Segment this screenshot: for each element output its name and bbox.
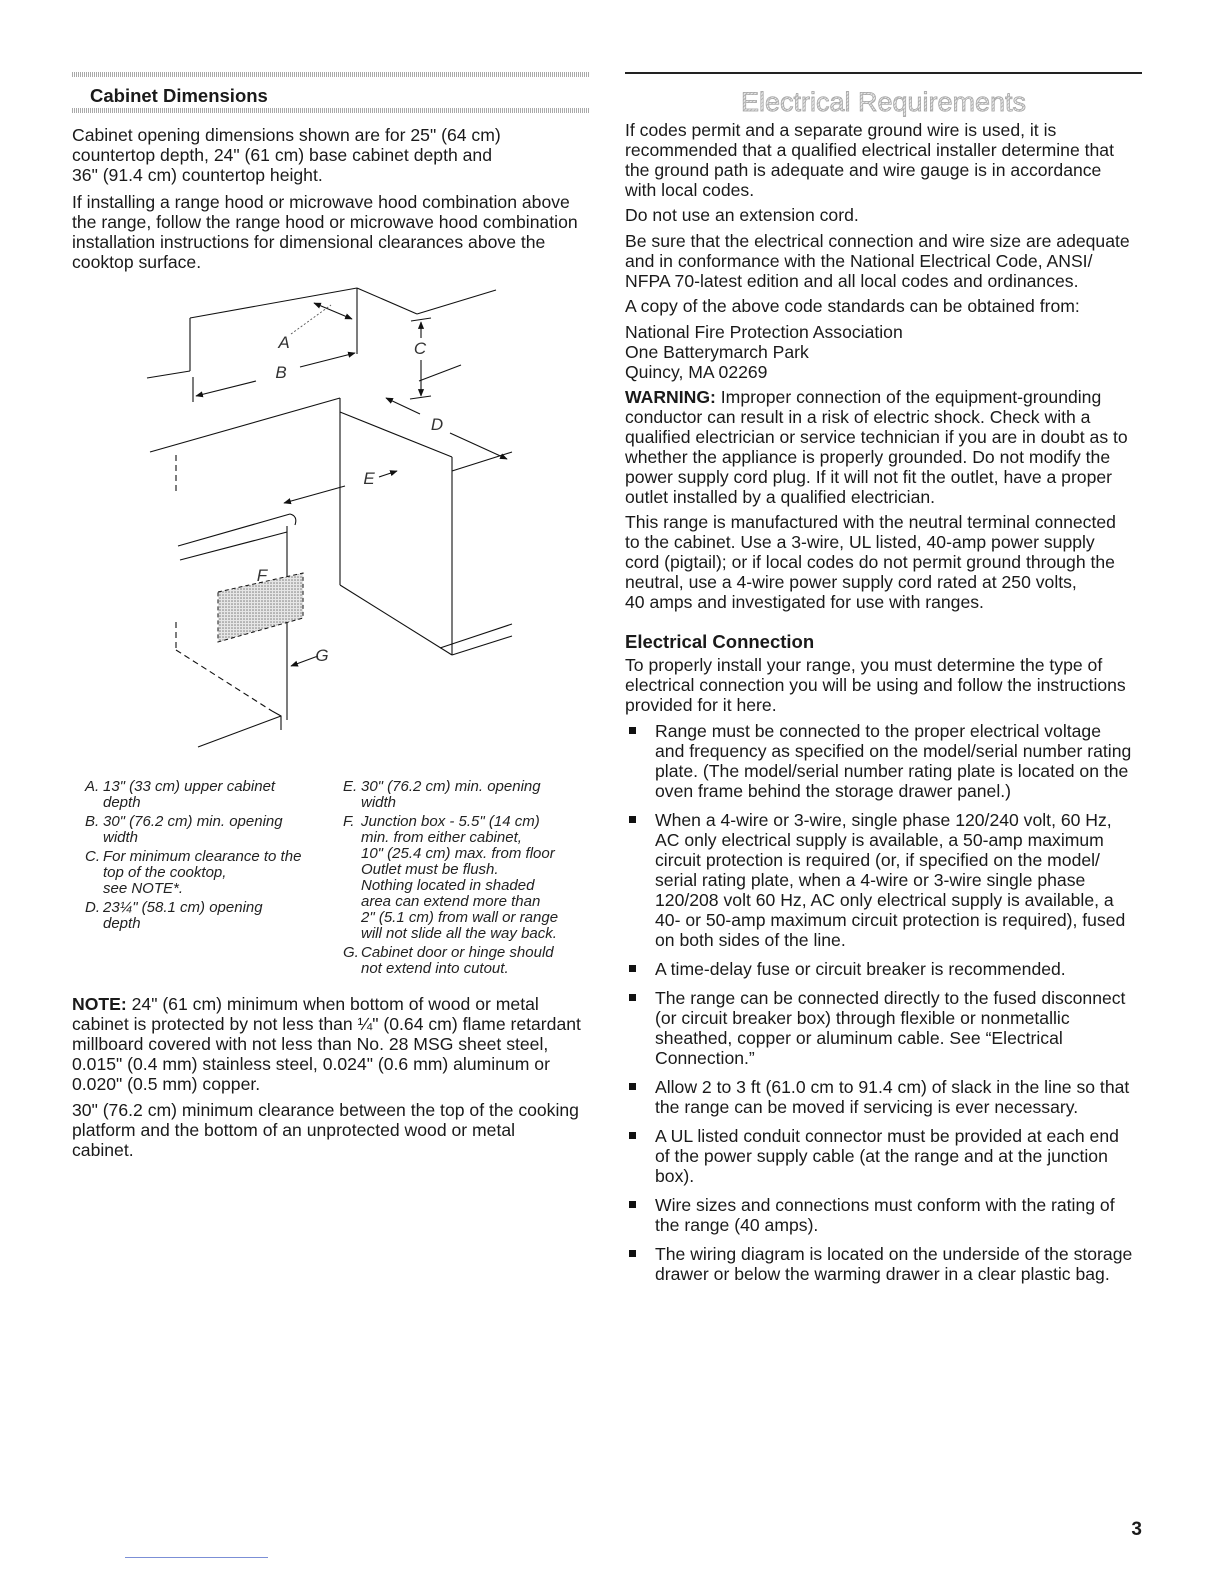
right-upper-cabinet-top: [417, 290, 496, 314]
dimension-a-leader: [291, 305, 331, 334]
square-bullet-icon: [629, 965, 636, 972]
caption-c-label: C.: [85, 848, 100, 865]
label-g: G: [315, 646, 329, 665]
label-e: E: [363, 469, 375, 488]
cabinet-dimensions-heading: Cabinet Dimensions: [90, 85, 268, 106]
dimension-e-arrow-left: [284, 486, 345, 503]
list-item-text: The wiring diagram is located on the underside of the storage drawer or below the warming drawer in a clear plastic bag.: [655, 1244, 1133, 1284]
dimension-c-tick-bottom: [410, 396, 431, 399]
caption-a-label: A.: [85, 778, 100, 795]
list-item-text: Range must be connected to the proper electrical voltage and frequency as specified on the model/serial number rating plate. (The model/serial number rating plate is located on the oven frame behind the storage drawer panel.): [655, 721, 1132, 801]
right-cabinet-toe-kick: [440, 624, 512, 648]
left-countertop-front-bottom: [180, 532, 287, 560]
caption-b-text: 30" (76.2 cm) min. opening width: [103, 813, 283, 846]
dimension-d-arrow-front: [450, 433, 507, 459]
caption-g-text: Cabinet door or hinge should not extend into cutout.: [361, 944, 554, 977]
list-item: [625, 1244, 1145, 1284]
list-item-text: The range can be connected directly to the fused disconnect (or circuit breaker box) through flexible or nonmetallic sheathed, copper or aluminum cable. See “Electrical Connection.”: [655, 988, 1126, 1068]
cabinet-intro-paragraph: Cabinet opening dimensions shown are for 25" (64 cm) countertop depth, 24" (61 cm) base cabinet depth and 36" (91.4 cm) countertop height.: [72, 125, 501, 185]
upper-cabinet-side-edge: [357, 288, 417, 314]
caption-e: [343, 779, 588, 811]
caption-g: [343, 945, 588, 977]
caption-d: [85, 900, 335, 932]
square-bullet-icon: [629, 1083, 636, 1090]
list-item: [625, 1195, 1145, 1235]
square-bullet-icon: [629, 727, 636, 734]
dimension-b-arrow-right: [300, 353, 355, 367]
footer-line: [125, 1557, 268, 1558]
captions-right: [343, 779, 588, 980]
range-hood-paragraph: If installing a range hood or microwave hood combination above the range, follow the range hood or microwave hood combination installation instructions for dimensional clearances above the cooktop surface.: [72, 192, 578, 272]
heading-rule-top: [72, 72, 590, 77]
list-item-text: A time-delay fuse or circuit breaker is recommended.: [655, 959, 1066, 979]
caption-e-label: E.: [343, 778, 358, 795]
caption-b-label: B.: [85, 813, 100, 830]
caption-a: [85, 779, 335, 811]
list-item-text: Wire sizes and connections must conform with the rating of the range (40 amps).: [655, 1195, 1115, 1235]
note-paragraph: [72, 994, 581, 1094]
electrical-connection-intro: To properly install your range, you must determine the type of electrical connection you will be using and follow the instructions provided for it here.: [625, 655, 1126, 715]
dimension-d-arrow-back: [386, 398, 420, 414]
left-cabinet-corner: [272, 711, 281, 730]
list-item: [625, 1077, 1145, 1117]
caption-a-text: 13" (33 cm) upper cabinet depth: [103, 778, 276, 811]
ground-wire-paragraph: If codes permit and a separate ground wire is used, it is recommended that a qualified electrical installer determine that the ground path is adequate and wire gauge is in accordance with local codes.: [625, 120, 1114, 200]
upper-cabinet-bottom-edge: [147, 371, 190, 378]
upper-cabinets: [147, 288, 496, 381]
square-bullet-icon: [629, 1132, 636, 1139]
neutral-terminal-paragraph: This range is manufactured with the neutral terminal connected to the cabinet. Use a 3-wire, UL listed, 40-amp power supply cord (pigtail); or if local codes do not permit ground through the neutral, use a 4-wire power supply cord rated at 250 volts, 40 amps and investigated for use with ranges.: [625, 512, 1116, 612]
label-d: D: [430, 415, 444, 434]
caption-d-text: 23¼" (58.1 cm) opening depth: [103, 899, 263, 932]
list-item: [625, 1126, 1145, 1186]
list-item: [625, 959, 1145, 979]
caption-f-text: Junction box - 5.5" (14 cm) min. from either cabinet, 10" (25.4 cm) max. from floor Outlet must be flush. Nothing located in shaded area can extend more than 2" (5.1 cm) from wall or range will not slide all the way back.: [361, 813, 559, 942]
extension-cord-paragraph: Do not use an extension cord.: [625, 205, 859, 225]
dimension-g-arrow: [291, 656, 318, 666]
left-countertop-front-top: [178, 514, 290, 546]
upper-cabinet-top-edge: [190, 288, 357, 318]
dimension-e-arrow-right: [379, 471, 397, 477]
code-copy-paragraph: A copy of the above code standards can be obtained from:: [625, 296, 1080, 316]
base-cabinets: [150, 398, 512, 747]
label-c: C: [413, 339, 427, 358]
electrical-code-paragraph: Be sure that the electrical connection and wire size are adequate and in conformance with the National Electrical Code, ANSI/ NFPA 70-latest edition and all local codes and ordinances.: [625, 231, 1130, 291]
hidden-line-floor: [176, 650, 272, 711]
nfpa-address: National Fire Protection Association One Batterymarch Park Quincy, MA 02269: [625, 322, 903, 382]
right-upper-cabinet-bottom: [419, 365, 461, 381]
electrical-connection-list: [625, 721, 1145, 1293]
caption-b: [85, 814, 335, 846]
dimension-c-tick-top: [411, 318, 431, 321]
captions-left: [85, 779, 335, 935]
note-text: 24" (61 cm) minimum when bottom of wood or metal cabinet is protected by not less than ¼" (0.64 cm) flame retardant millboard covered with not less than No. 28 MSG sheet steel, 0.015" (0.4 mm) stainless steel, 0.024" (0.6 mm) aluminum or 0.020" (0.5 mm) copper.: [72, 994, 581, 1094]
caption-c-text: For minimum clearance to the top of the cooktop, see NOTE*.: [103, 848, 302, 897]
square-bullet-icon: [629, 994, 636, 1001]
section-rule: [625, 72, 1142, 74]
caption-c: [85, 849, 335, 897]
electrical-connection-heading: Electrical Connection: [625, 631, 815, 652]
left-cabinet-bottom: [198, 716, 281, 747]
dimension-a-arrow: [314, 303, 352, 319]
note-label: NOTE:: [72, 994, 127, 1014]
square-bullet-icon: [629, 1250, 636, 1257]
list-item: [625, 988, 1145, 1068]
countertop-back-edge: [150, 398, 340, 452]
caption-f-label: F.: [343, 813, 355, 830]
right-countertop-front: [452, 452, 512, 471]
caption-e-text: 30" (76.2 cm) min. opening width: [361, 778, 541, 811]
warning-label: WARNING:: [625, 387, 716, 407]
right-cabinet-bottom: [452, 636, 512, 655]
square-bullet-icon: [629, 816, 636, 823]
caption-d-label: D.: [85, 899, 100, 916]
square-bullet-icon: [629, 1201, 636, 1208]
left-countertop-corner: [290, 514, 296, 525]
caption-f: [343, 814, 588, 942]
list-item: [625, 721, 1145, 801]
list-item-text: When a 4-wire or 3-wire, single phase 120/240 volt, 60 Hz, AC only electrical supply is available, a 50-amp maximum circuit protection is required (or, if specified on the model/ serial rating plate, when a 4-wire or 3-wire single phase 120/208 volt 60 Hz, AC only electrical supply is available, a 40- or 50-amp maximum circuit protection is required), fused on both sides of the line.: [655, 810, 1126, 950]
label-f: F: [256, 566, 268, 585]
page-number: 3: [1131, 1519, 1142, 1540]
warning-text: Improper connection of the equipment-grounding conductor can result in a risk of electric shock. Check with a qualified electrician or service technician if you are in doubt as to whether the appliance is properly grounded. Do not modify the power supply cord plug. If it will not fit the outlet, have a proper outlet installed by a qualified electrician.: [625, 387, 1128, 507]
electrical-requirements-title: Electrical Requirements: [625, 87, 1142, 117]
list-item: [625, 810, 1145, 950]
heading-rule-bottom: [72, 108, 590, 113]
caption-g-label: G.: [343, 944, 359, 961]
cabinet-dimensions-diagram: [140, 280, 520, 770]
dimension-b-arrow-left: [196, 381, 256, 396]
clearance-paragraph: 30" (76.2 cm) minimum clearance between the top of the cooking platform and the bottom of an unprotected wood or metal cabinet.: [72, 1100, 579, 1160]
list-item-text: A UL listed conduit connector must be provided at each end of the power supply cable (at the range and at the junction box).: [655, 1126, 1119, 1186]
list-item-text: Allow 2 to 3 ft (61.0 cm to 91.4 cm) of slack in the line so that the range can be moved if servicing is ever necessary.: [655, 1077, 1130, 1117]
warning-paragraph: [625, 387, 1128, 507]
label-b: B: [275, 363, 287, 382]
label-a: A: [278, 333, 290, 352]
opening-floor: [340, 585, 452, 655]
